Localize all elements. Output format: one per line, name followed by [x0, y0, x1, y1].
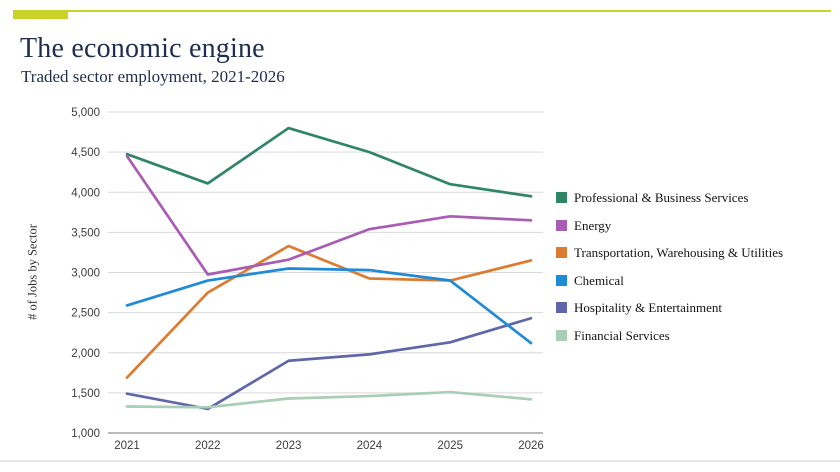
legend-swatch — [556, 302, 567, 313]
y-tick-label: 3,500 — [71, 227, 100, 240]
legend-swatch — [556, 220, 567, 231]
x-tick-label: 2023 — [275, 440, 302, 452]
legend-swatch — [556, 247, 567, 258]
legend-label: Financial Services — [574, 327, 670, 343]
series-line-chemical — [127, 268, 531, 343]
y-tick-label: 4,500 — [71, 147, 100, 160]
y-axis-title: # of Jobs by Sector — [25, 224, 40, 320]
y-tick-label: 1,500 — [71, 387, 100, 400]
legend-item-professional-business-services — [556, 184, 783, 212]
x-tick-label: 2025 — [437, 440, 463, 452]
slide-title: The economic engine — [20, 33, 265, 64]
legend-item-transportation-warehousing-utilities — [556, 239, 783, 267]
legend-swatch — [556, 275, 567, 286]
legend-swatch — [556, 192, 567, 203]
legend-item-financial-services — [556, 322, 783, 350]
legend-item-hospitality-entertainment — [556, 294, 783, 322]
legend-label: Energy — [574, 217, 612, 233]
legend-swatch — [556, 330, 567, 341]
legend-label: Hospitality & Entertainment — [574, 300, 723, 316]
y-tick-label: 4,000 — [71, 187, 100, 200]
y-tick-label: 5,000 — [71, 107, 100, 119]
legend-label: Transportation, Warehousing & Utilities — [574, 245, 784, 261]
x-tick-label: 2024 — [356, 440, 383, 452]
bottom-divider — [0, 460, 840, 462]
legend-item-chemical — [556, 267, 783, 295]
series-line-professional-business-services — [127, 128, 531, 196]
y-tick-label: 3,000 — [71, 267, 100, 280]
y-tick-label: 2,500 — [71, 307, 100, 320]
series-line-energy — [127, 156, 531, 274]
y-tick-label: 2,000 — [71, 347, 100, 360]
x-tick-label: 2021 — [114, 440, 140, 452]
x-tick-label: 2026 — [518, 440, 544, 452]
legend-item-energy — [556, 212, 783, 240]
legend-label: Chemical — [574, 272, 624, 288]
legend-label: Professional & Business Services — [574, 190, 749, 206]
y-tick-label: 1,000 — [71, 428, 100, 440]
slide-subtitle: Traded sector employment, 2021-2026 — [21, 67, 285, 86]
series-line-hospitality-entertainment — [127, 318, 531, 409]
x-tick-label: 2022 — [195, 440, 221, 452]
chart-legend — [556, 184, 783, 349]
